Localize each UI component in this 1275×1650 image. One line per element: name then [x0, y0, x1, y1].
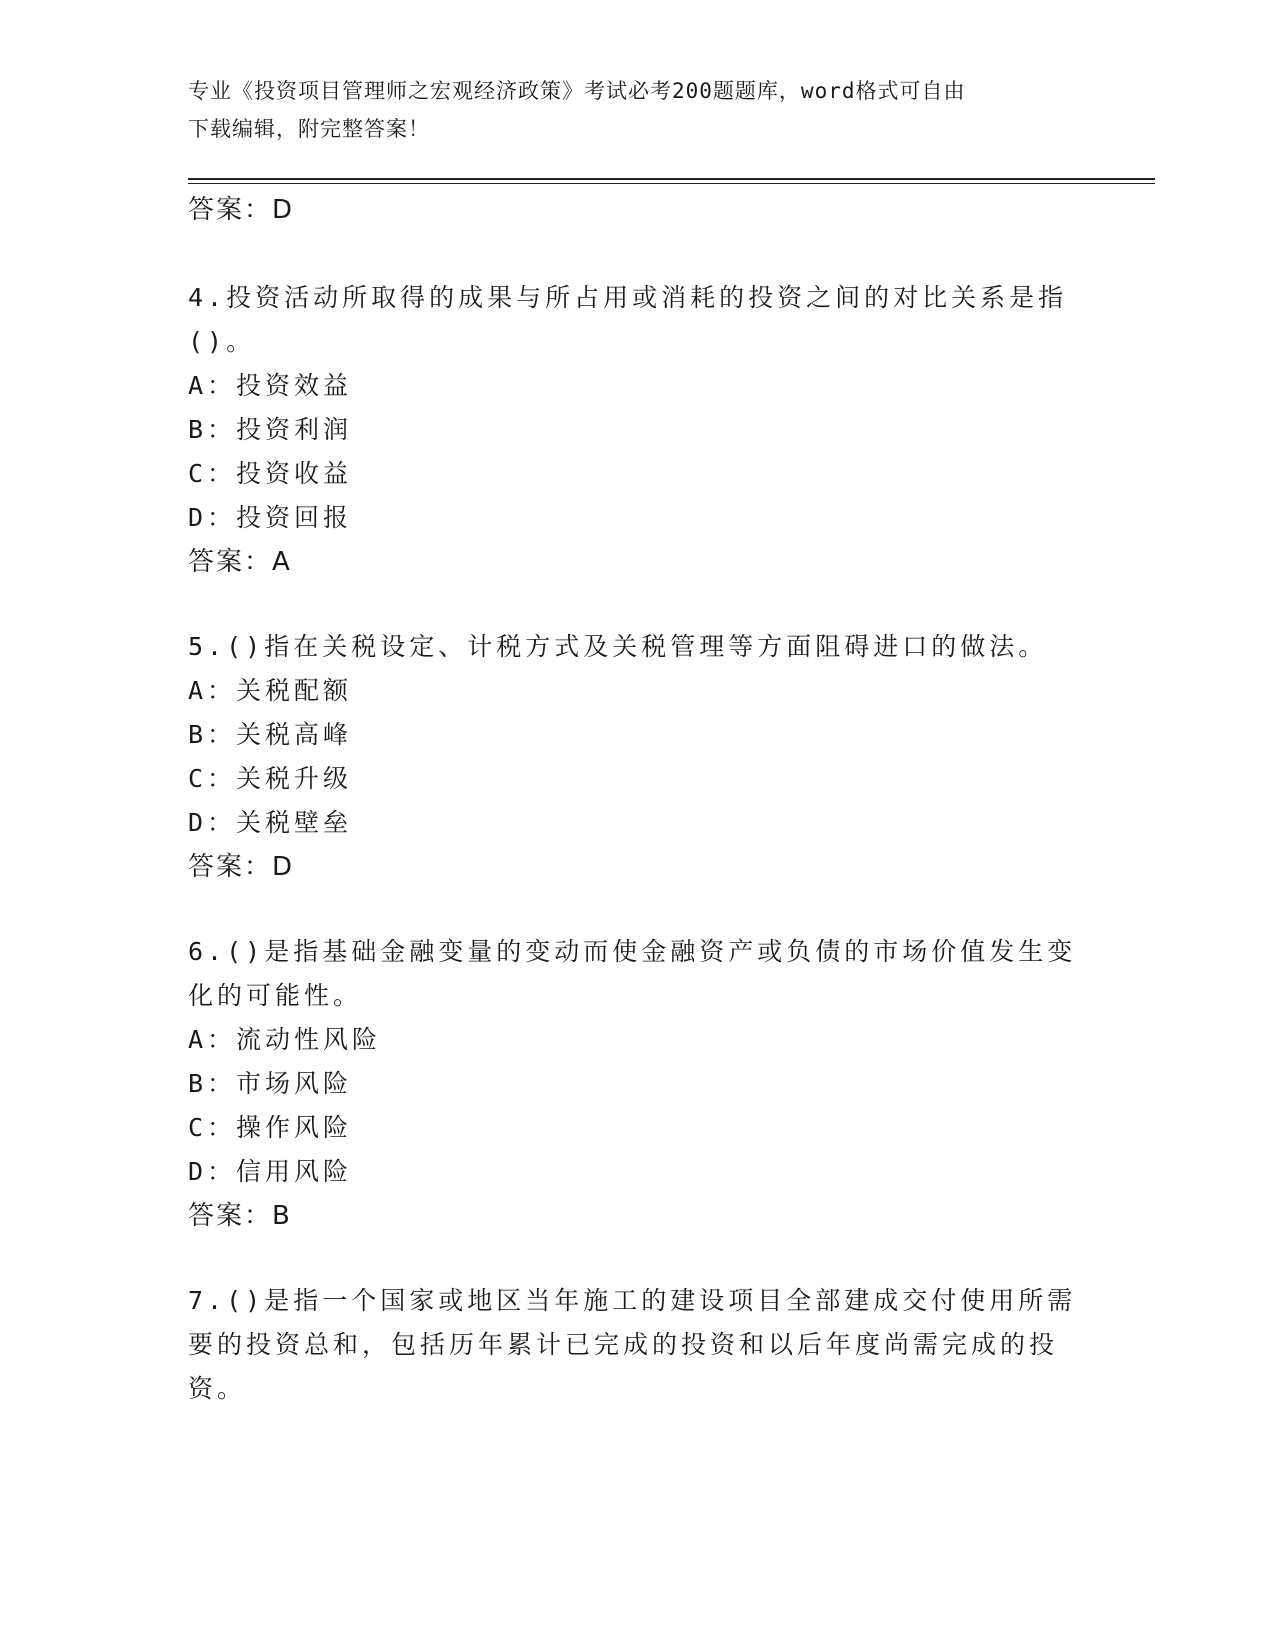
question-7-stem-line-2: 要的投资总和，包括历年累计已完成的投资和以后年度尚需完成的投 [188, 1330, 1059, 1359]
question-6-answer: 答案：B [188, 1201, 292, 1231]
header-divider-thin [188, 183, 1155, 184]
question-5-option-d: D：关税壁垒 [188, 808, 353, 837]
question-5-option-a: A：关税配额 [188, 676, 353, 705]
question-4-answer: 答案：A [188, 547, 292, 577]
question-7-stem-line-1: 7.()是指一个国家或地区当年施工的建设项目全部建成交付使用所需 [188, 1286, 1077, 1315]
header-line-2: 下载编辑，附完整答案！ [188, 117, 430, 141]
header-divider [188, 178, 1155, 180]
question-6-option-c: C：操作风险 [188, 1113, 353, 1142]
question-4-stem-line-2: ()。 [188, 327, 256, 356]
question-6-stem-line-2: 化的可能性。 [188, 981, 363, 1010]
question-5-answer: 答案：D [188, 852, 295, 882]
question-5-option-c: C：关税升级 [188, 764, 353, 793]
question-4-option-b: B：投资利润 [188, 415, 353, 444]
question-4-stem-line-1: 4.投资活动所取得的成果与所占用或消耗的投资之间的对比关系是指 [188, 283, 1068, 312]
question-4-option-d: D：投资回报 [188, 503, 353, 532]
question-5-option-b: B：关税高峰 [188, 720, 353, 749]
answer-q3: 答案：D [188, 195, 295, 225]
question-6-stem-line-1: 6.()是指基础金融变量的变动而使金融资产或负债的市场价值发生变 [188, 937, 1077, 966]
document-header [188, 72, 1068, 148]
question-4-option-c: C：投资收益 [188, 459, 353, 488]
question-6-option-d: D：信用风险 [188, 1157, 353, 1186]
question-7-stem-line-3: 资。 [188, 1374, 247, 1403]
question-4-option-a: A：投资效益 [188, 371, 353, 400]
header-line-1: 专业《投资项目管理师之宏观经济政策》考试必考200题题库，word格式可自由 [188, 79, 966, 103]
question-6-option-a: A：流动性风险 [188, 1025, 382, 1054]
question-6-option-b: B：市场风险 [188, 1069, 353, 1098]
question-5-stem-line-1: 5.()指在关税设定、计税方式及关税管理等方面阻碍进口的做法。 [188, 632, 1048, 661]
